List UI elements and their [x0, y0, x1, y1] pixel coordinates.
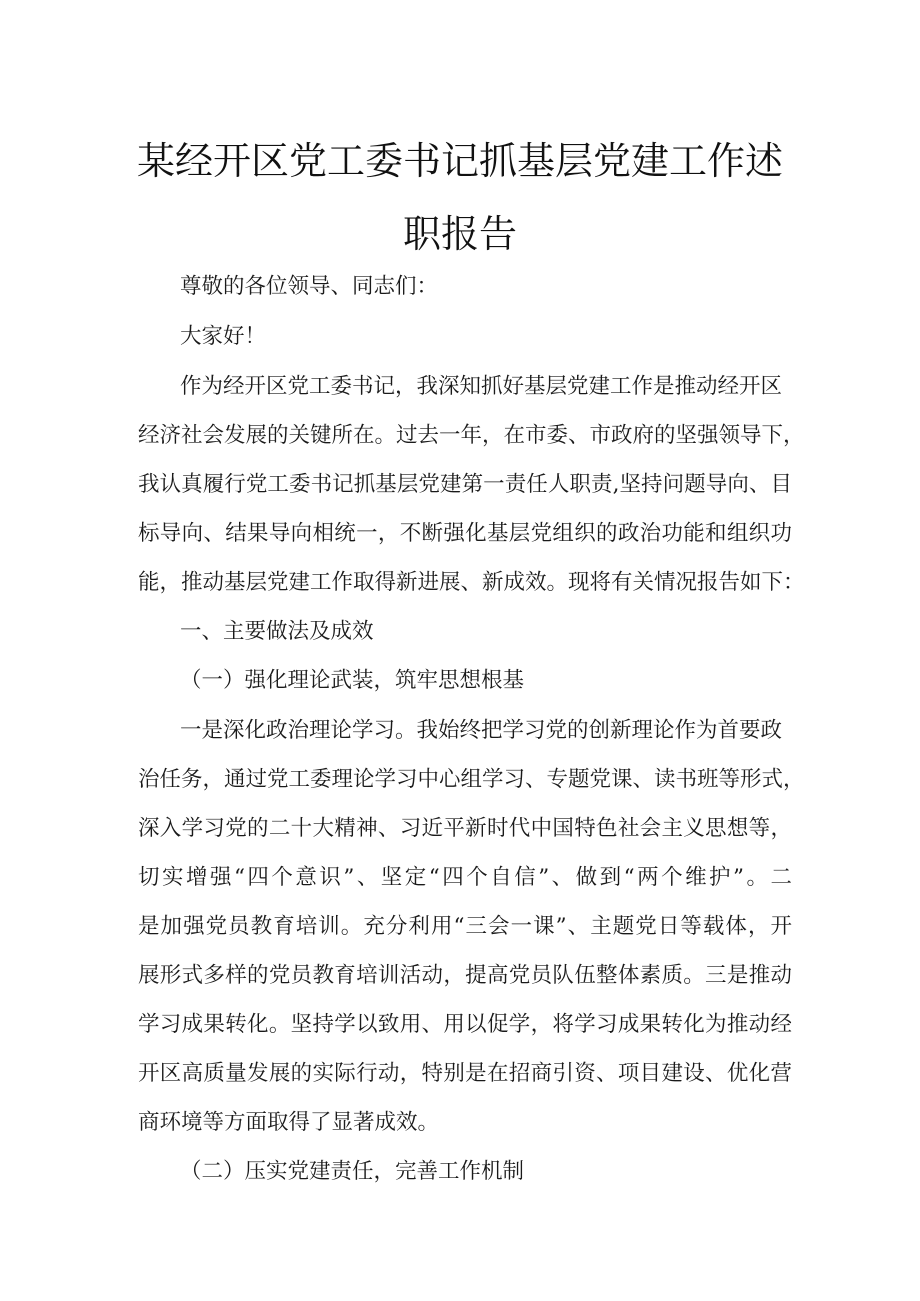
paragraph-line: 商环境等方面取得了显著成效。 — [138, 1110, 440, 1135]
paragraph-line: 我认真履行党工委书记抓基层党建第一责任人职责,坚持问题导向、目 — [138, 472, 792, 497]
salutation: 尊敬的各位领导、同志们： — [180, 274, 439, 299]
paragraph-line: 深入学习党的二十大精神、习近平新时代中国特色社会主义思想等， — [138, 816, 792, 841]
paragraph-line: 作为经开区党工委书记，我深知抓好基层党建工作是推动经开区 — [180, 374, 783, 399]
paragraph-line: 经济社会发展的关键所在。过去一年，在市委、市政府的坚强领导下， — [138, 423, 805, 448]
paragraph-line: 学习成果转化。坚持学以致用、用以促学，将学习成果转化为推动经 — [138, 1012, 792, 1037]
paragraph-line: 是加强党员教育培训。充分利用“三会一课”、主题党日等载体，开 — [138, 914, 792, 939]
greeting: 大家好！ — [180, 324, 267, 349]
subsection-heading: （二）压实党建责任，完善工作机制 — [180, 1159, 525, 1184]
document-title-line-1: 某经开区党工委书记抓基层党建工作述 — [136, 139, 783, 183]
paragraph-line: 一是深化政治理论学习。我始终把学习党的创新理论作为首要政 — [180, 718, 783, 743]
subsection-heading: （一）强化理论武装，筑牢思想根基 — [180, 668, 525, 693]
document-title-line-2: 职报告 — [402, 212, 517, 256]
paragraph-line: 治任务，通过党工委理论学习中心组学习、专题党课、读书班等形式， — [138, 767, 805, 792]
paragraph-line: 标导向、结果导向相统一，不断强化基层党组织的政治功能和组织功 — [138, 521, 792, 546]
paragraph-line: 切实增强“四个意识”、坚定“四个自信”、做到“两个维护”。二 — [138, 865, 792, 890]
paragraph-line: 开区高质量发展的实际行动，特别是在招商引资、项目建设、优化营 — [138, 1061, 792, 1086]
paragraph-line: 展形式多样的党员教育培训活动，提高党员队伍整体素质。三是推动 — [138, 963, 792, 988]
paragraph-line: 能，推动基层党建工作取得新进展、新成效。现将有关情况报告如下： — [138, 570, 805, 595]
section-heading: 一、主要做法及成效 — [180, 619, 374, 644]
